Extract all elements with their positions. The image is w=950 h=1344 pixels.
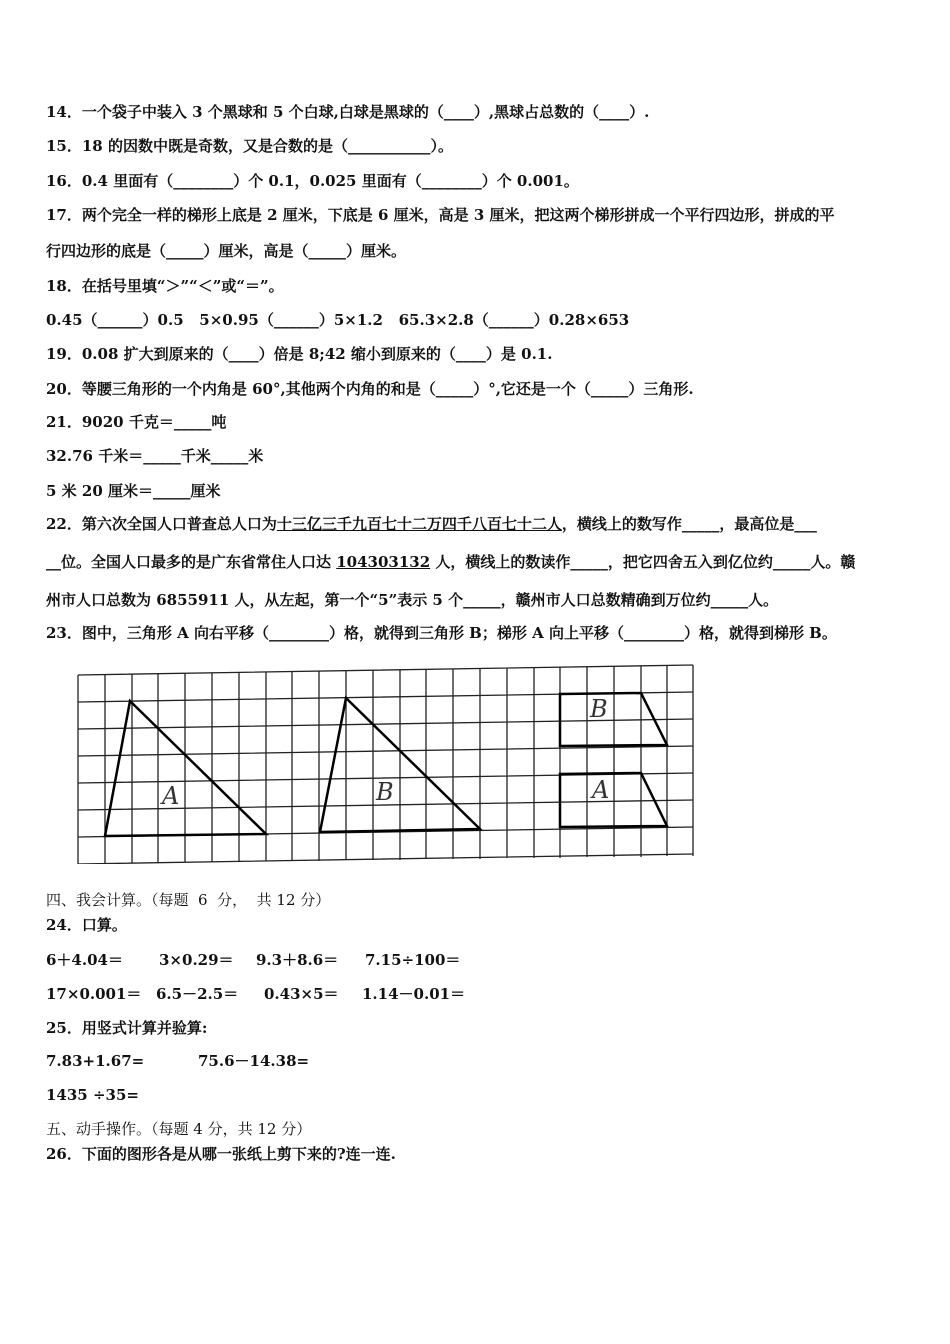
question-20: 20．等腰三角形的一个内角是 60°,其他两个内角的和是（_____）°,它还是一个（_____）三角形. — [46, 380, 694, 398]
oral-calc-2: 3×0.29＝ — [159, 951, 234, 969]
section-5-heading: 五、动手操作。（每题 4 分，共 12 分） — [46, 1120, 312, 1138]
triangle-a-label: A — [162, 782, 180, 810]
question-26: 26．下面的图形各是从哪一张纸上剪下来的?连一连. — [46, 1145, 396, 1163]
triangle-b-label: B — [376, 778, 394, 806]
question-22-line1 — [46, 514, 817, 534]
section-4-heading: 四、我会计算。（每题 6 分， 共 12 分） — [46, 891, 331, 909]
oral-calc-3: 9.3＋8.6＝ — [256, 951, 339, 969]
question-17-line1: 17．两个完全一样的梯形上底是 2 厘米，下底是 6 厘米，高是 3 厘米，把这两个梯形拼成一个平行四边形，拼成的平 — [46, 206, 835, 224]
q22-prefix: 22．第六次全国人口普查总人口为 — [46, 515, 277, 533]
vertical-calc-3: 1435 ÷35= — [46, 1086, 139, 1104]
question-22-line3: 州市人口总数为 6855911 人，从左起，第一个“5”表示 5 个_____，赣州市人口总数精确到万位约_____人。 — [46, 591, 779, 609]
question-21-line3: 5 米 20 厘米＝_____厘米 — [46, 482, 221, 500]
trapezoid-b-label: B — [590, 695, 608, 723]
question-21-line2: 32.76 千米＝_____千米_____米 — [46, 447, 264, 465]
question-22-line2 — [46, 552, 855, 572]
oral-calc-4: 7.15÷100＝ — [365, 951, 461, 969]
q22-underlined-digits: 104303132 — [336, 553, 431, 571]
oral-calc-8: 1.14－0.01＝ — [362, 985, 466, 1003]
q22-suffix: ，横线上的数写作_____，最高位是___ — [561, 515, 817, 533]
vertical-calc-2: 75.6－14.38= — [198, 1052, 310, 1070]
question-14: 14．一个袋子中装入 3 个黑球和 5 个白球,白球是黑球的（____）,黑球占总数的（____）. — [46, 103, 650, 121]
translation-grid-figure — [76, 662, 700, 864]
q22-line2-prefix: __位。全国人口最多的是广东省常住人口达 — [46, 553, 337, 571]
question-19: 19．0.08 扩大到原来的（____）倍是 8;42 缩小到原来的（____）是 0.1. — [46, 345, 553, 363]
question-18-line1: 18．在括号里填“＞”“＜”或“＝”。 — [46, 277, 284, 295]
question-17-line2: 行四边形的底是（_____）厘米，高是（_____）厘米。 — [46, 242, 407, 260]
question-23: 23．图中，三角形 A 向右平移（________）格，就得到三角形 B；梯形 A 向上平移（________）格，就得到梯形 B。 — [46, 624, 837, 642]
oral-calc-7: 0.43×5＝ — [264, 985, 339, 1003]
oral-calc-1: 6＋4.04＝ — [46, 951, 123, 969]
question-16: 16．0.4 里面有（________）个 0.1，0.025 里面有（________）个 0.001。 — [46, 172, 579, 190]
q22-line2-suffix: 人，横线上的数读作_____，把它四舍五入到亿位约_____人。赣 — [430, 553, 856, 571]
q22-underlined-number: 十三亿三千九百七十二万四千八百七十二人 — [276, 515, 562, 533]
question-21-line1: 21．9020 千克＝_____吨 — [46, 413, 227, 431]
question-15: 15．18 的因数中既是奇数，又是合数的是（___________）。 — [46, 137, 453, 155]
vertical-calc-1: 7.83+1.67= — [46, 1052, 145, 1070]
oral-calc-5: 17×0.001＝ — [46, 985, 142, 1003]
question-18-line2: 0.45（______）0.5 5×0.95（______）5×1.2 65.3×2.8（______）0.28×653 — [46, 311, 630, 329]
question-25-title: 25．用竖式计算并验算: — [46, 1019, 208, 1037]
trapezoid-a-label: A — [592, 776, 610, 804]
oral-calc-6: 6.5－2.5＝ — [156, 985, 239, 1003]
question-24-title: 24．口算。 — [46, 916, 127, 934]
